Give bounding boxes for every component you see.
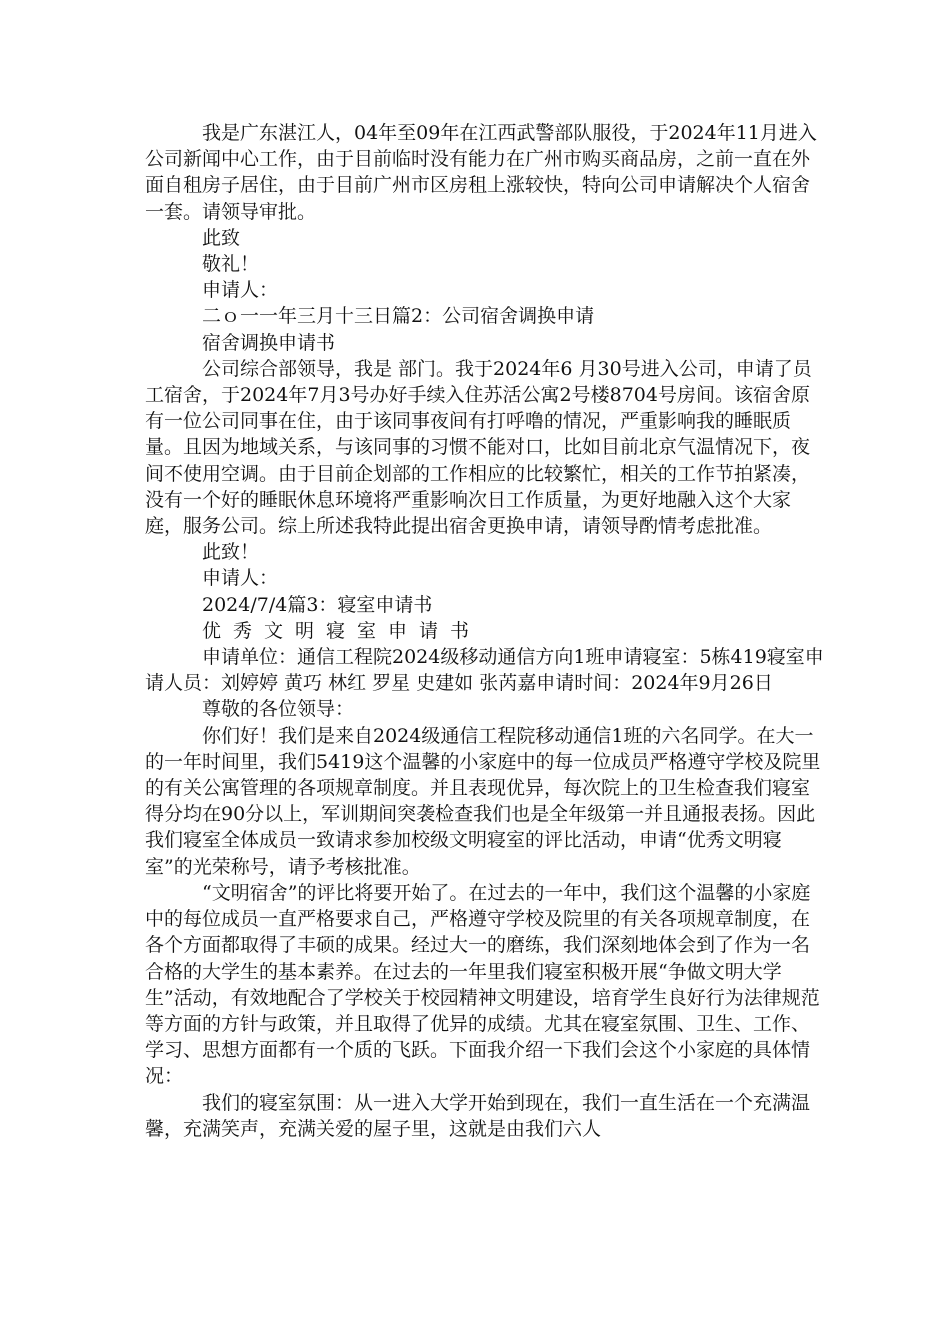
application-info: 申请单位：通信工程院2024级移动通信方向1班申请寝室：5栋419寝室申请人员：刘婷婷 黄巧 林红 罗星 史建如 张芮嘉申请时间：2024年9月26日	[145, 646, 824, 695]
section-3-title: 优秀文明寝室申请书	[202, 619, 482, 642]
date-and-section-2: 二ｏ一一年三月十三日篇2：公司宿舍调换申请	[202, 305, 595, 328]
document-body	[145, 120, 825, 1142]
closing-cizhi-2: 此致！	[202, 541, 260, 564]
paragraph-atmosphere: 我们的寝室氛围：从一进入大学开始到现在，我们一直生活在一个充满温馨，充满笑声，充满关爱的屋子里，这就是由我们六人	[145, 1091, 811, 1140]
paragraph-greeting: 你们好！我们是来自2024级通信工程院移动通信1班的六名同学。在大一的一年时间里，我们5419这个温馨的小家庭中的每一位成员严格遵守学校及院里的有关公寓管理的各项规章制度。并且表现优异，每次院上的卫生检查我们寝室得分均在90分以上，军训期间突袭检查我们也是全年级第一并且通报表扬。因此我们寝室全体成员一致请求参加校级文明寝室的评比活动，申请“优秀文明寝室”的光荣称号，请予考核批准。	[145, 724, 821, 878]
closing-cizhi: 此致	[202, 226, 241, 249]
date-and-section-3: 2024/7/4篇3：寝室申请书	[202, 593, 433, 616]
paragraph-evaluation: “文明宿舍”的评比将要开始了。在过去的一年中，我们这个温馨的小家庭中的每位成员一直严格要求自己，严格遵守学校及院里的有关各项规章制度，在各个方面都取得了丰硕的成果。经过大一的磨练，我们深刻地体会到了作为一名合格的大学生的基本素养。在过去的一年里我们寝室积极开展“争做文明大学生”活动，有效地配合了学校关于校园精神文明建设，培育学生良好行为法律规范等方面的方针与政策，并且取得了优异的成绩。尤其在寝室氛围、卫生、工作、学习、思想方面都有一个质的飞跃。下面我介绍一下我们会这个小家庭的具体情况：	[145, 881, 820, 1088]
paragraph-dorm-swap: 公司综合部领导，我是 部门。我于2024年6 月30号进入公司，申请了员工宿舍，于2024年7月3号办好手续入住苏活公寓2号楼8704号房间。该宿舍原有一位公司同事在住，由于该同事夜间有打呼噜的情况，严重影响我的睡眠质量。且因为地域关系，与该同事的习惯不能对口，比如目前北京气温情况下，夜间不使用空调。由于目前企划部的工作相应的比较繁忙，相关的工作节拍紧凑，没有一个好的睡眠休息环境将严重影响次日工作质量，为更好地融入这个大家庭，服务公司。综上所述我特此提出宿舍更换申请，请领导酌情考虑批准。	[145, 357, 812, 538]
closing-jingli: 敬礼！	[202, 253, 260, 276]
paragraph-intro: 我是广东湛江人，04年至09年在江西武警部队服役，于2024年11月进入公司新闻中心工作，由于目前临时没有能力在广州市购买商品房，之前一直在外面自租房子居住，由于目前广州市区房租上涨较快，特向公司申请解决个人宿舍一套。请领导审批。	[145, 122, 817, 223]
applicant-label-2: 申请人：	[202, 567, 279, 590]
salutation: 尊敬的各位领导：	[202, 698, 355, 721]
applicant-label: 申请人：	[202, 279, 279, 302]
section-2-title: 宿舍调换申请书	[202, 331, 336, 354]
